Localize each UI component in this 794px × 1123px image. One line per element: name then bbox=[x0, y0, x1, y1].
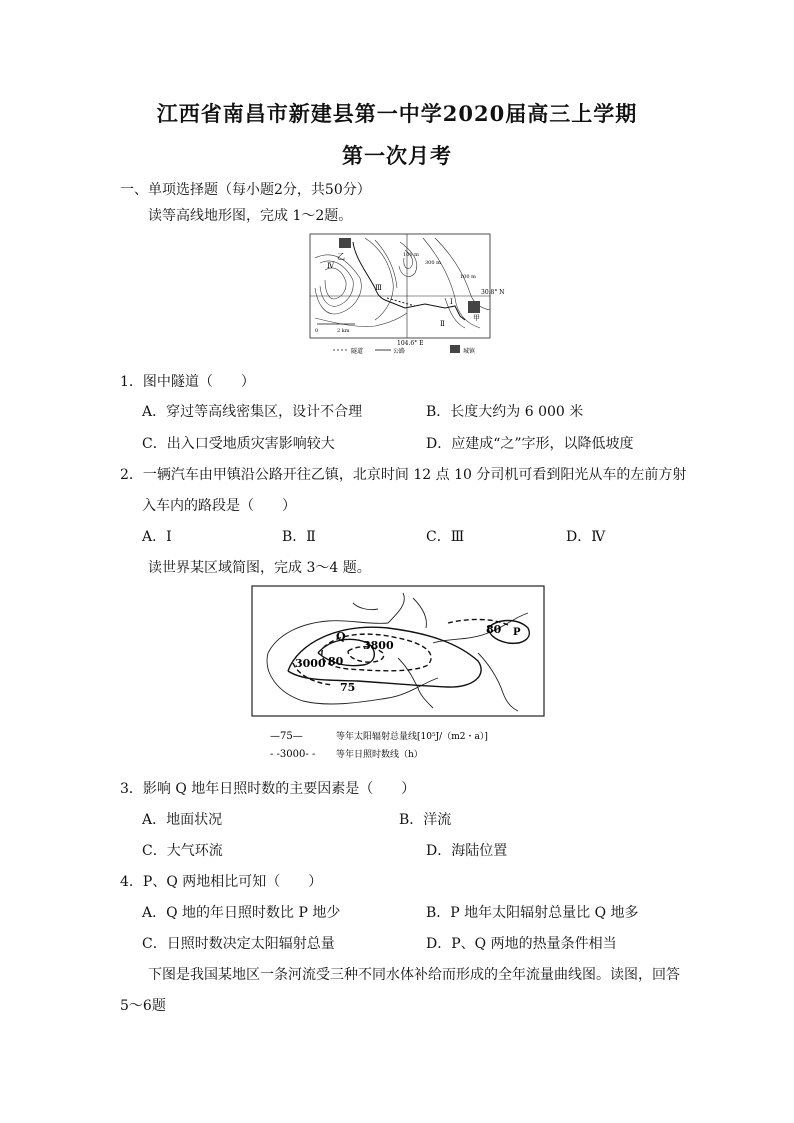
label-3000: 3000 bbox=[295, 657, 326, 670]
label-yi: 乙 bbox=[337, 252, 345, 261]
label-80a: 80 bbox=[328, 655, 344, 668]
legend-tunnel: 隧道 bbox=[351, 348, 364, 355]
question-4-stem: 4．P、Q 两地相比可知（ ） bbox=[120, 874, 323, 890]
page-title-line1: 江西省南昌市新建县第一中学2020届高三上学期 bbox=[156, 101, 638, 126]
legend-dash-sample: - -3000- - bbox=[270, 749, 316, 760]
label-contour-100a: 100 m bbox=[403, 252, 419, 258]
intro-q5-6-line2: 5～6题 bbox=[120, 998, 166, 1014]
label-contour-100b: 100 m bbox=[460, 274, 476, 280]
q3-option-c: C．大气环流 bbox=[142, 843, 223, 859]
label-jia: 甲 bbox=[473, 314, 480, 322]
label-roman2: Ⅱ bbox=[440, 320, 445, 328]
world-region-map bbox=[248, 583, 548, 765]
label-3800: 3800 bbox=[363, 639, 394, 652]
q2-option-d: D．Ⅳ bbox=[566, 529, 606, 545]
q3-option-b: B．洋流 bbox=[399, 812, 452, 828]
question-3-stem: 3．影响 Q 地年日照时数的主要因素是（ ） bbox=[120, 781, 416, 797]
town-yi bbox=[339, 238, 351, 248]
q3-option-d: D．海陆位置 bbox=[426, 843, 508, 859]
label-75: 75 bbox=[340, 681, 356, 694]
q1-option-a: A．穿过等高线密集区，设计不合理 bbox=[142, 404, 363, 420]
section-heading: 一、单项选择题（每小题2分，共50分） bbox=[120, 182, 371, 198]
page-title-line2: 第一次月考 bbox=[342, 143, 452, 168]
label-longitude: 104.6° E bbox=[397, 340, 424, 347]
label-Q: Q bbox=[336, 630, 346, 643]
label-80b: 80 bbox=[486, 623, 502, 636]
q2-option-b: B．Ⅱ bbox=[282, 529, 316, 545]
scale-two-km: 2 km bbox=[337, 328, 350, 334]
q1-option-c: C．出入口受地质灾害影响较大 bbox=[142, 436, 335, 452]
label-roman3: Ⅲ bbox=[375, 284, 382, 292]
q4-option-a: A．Q 地的年日照时数比 P 地少 bbox=[142, 905, 341, 921]
legend-town: 城镇 bbox=[463, 348, 476, 355]
label-roman4: Ⅳ bbox=[327, 262, 334, 270]
legend-road: 公路 bbox=[393, 348, 406, 355]
map-frame bbox=[310, 234, 490, 338]
q1-option-b: B．长度大约为 6 000 米 bbox=[426, 404, 584, 420]
legend-solid-sample: —75— bbox=[270, 731, 303, 742]
intro-q1-2: 读等高线地形图，完成 1～2题。 bbox=[148, 208, 353, 224]
q4-option-d: D．P、Q 两地的热量条件相当 bbox=[426, 936, 617, 952]
town-jia bbox=[468, 301, 480, 313]
map2-frame bbox=[252, 586, 544, 716]
contour-map-figure bbox=[305, 228, 505, 356]
question-1-stem: 1．图中隧道（ ） bbox=[120, 374, 255, 390]
world-region-map-figure bbox=[248, 583, 548, 765]
legend-town-symbol bbox=[450, 345, 460, 353]
coastlines bbox=[267, 593, 528, 711]
label-roman1: Ⅰ bbox=[450, 298, 453, 306]
q4-option-b: B．P 地年太阳辐射总量比 Q 地多 bbox=[426, 905, 639, 921]
intro-q5-6-line1: 下图是我国某地区一条河流受三种不同水体补给而形成的全年流量曲线图。读图，回答 bbox=[148, 967, 680, 983]
question-2-stem-cont: 入车内的路段是（ ） bbox=[142, 498, 296, 514]
contour-map bbox=[305, 228, 505, 356]
q1-option-d: D．应建成“之”字形，以降低坡度 bbox=[426, 436, 634, 452]
intro-q3-4: 读世界某区域简图，完成 3～4 题。 bbox=[148, 560, 371, 576]
label-P: P bbox=[513, 627, 521, 638]
scale-zero: 0 bbox=[315, 328, 319, 334]
q4-option-c: C．日照时数决定太阳辐射总量 bbox=[142, 936, 335, 952]
q2-option-a: A．Ⅰ bbox=[142, 529, 172, 545]
question-2-stem: 2．一辆汽车由甲镇沿公路开往乙镇，北京时间 12 点 10 分司机可看到阳光从车的左前方射 bbox=[120, 467, 687, 483]
legend-solid-desc: 等年太阳辐射总量线[10⁵J/（m2・a）] bbox=[336, 732, 488, 742]
label-contour-300: 300 m bbox=[425, 260, 441, 266]
legend-dash-desc: 等年日照时数线（h） bbox=[336, 750, 423, 760]
label-latitude: 30.8° N bbox=[481, 289, 505, 296]
q3-option-a: A．地面状况 bbox=[142, 812, 223, 828]
q2-option-c: C．Ⅲ bbox=[426, 529, 465, 545]
